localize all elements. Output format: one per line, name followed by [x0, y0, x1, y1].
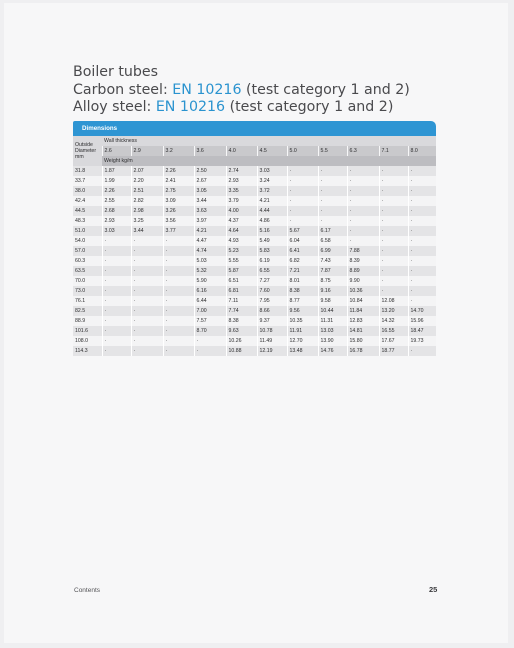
weight-cell: 2.55: [102, 196, 131, 206]
weight-cell: 9.58: [318, 296, 347, 306]
weight-cell: ·: [408, 276, 436, 286]
outside-diameter-cell: 57.0: [73, 246, 102, 256]
table-row: [73, 166, 436, 176]
weight-cell: 7.00: [194, 306, 226, 316]
weight-cell: 6.55: [257, 266, 287, 276]
weight-cell: 3.63: [194, 206, 226, 216]
weight-cell: 8.66: [257, 306, 287, 316]
weight-cell: 7.43: [318, 256, 347, 266]
weight-cell: 14.81: [347, 326, 379, 336]
weight-cell: ·: [102, 236, 131, 246]
thickness-header-cell: 5.0: [287, 146, 318, 156]
outside-diameter-cell: 82.5: [73, 306, 102, 316]
weight-cell: 4.47: [194, 236, 226, 246]
weight-cell: ·: [347, 206, 379, 216]
table-row: [73, 176, 436, 186]
thickness-header-cell: 3.6: [194, 146, 226, 156]
weight-cell: ·: [379, 166, 408, 176]
weight-cell: ·: [102, 346, 131, 356]
outside-diameter-cell: 101.6: [73, 326, 102, 336]
weight-cell: 3.26: [163, 206, 194, 216]
weight-cell: 3.97: [194, 216, 226, 226]
weight-cell: 7.27: [257, 276, 287, 286]
title-line-3: [73, 99, 410, 117]
weight-cell: 7.21: [287, 266, 318, 276]
weight-cell: 4.37: [226, 216, 257, 226]
weight-cell: ·: [318, 186, 347, 196]
weight-cell: 10.44: [318, 306, 347, 316]
weight-cell: ·: [287, 206, 318, 216]
weight-cell: 18.47: [408, 326, 436, 336]
weight-cell: ·: [408, 166, 436, 176]
weight-cell: 18.77: [379, 346, 408, 356]
weight-cell: ·: [379, 176, 408, 186]
outside-diameter-cell: 76.1: [73, 296, 102, 306]
weight-cell: ·: [408, 196, 436, 206]
weight-cell: ·: [287, 196, 318, 206]
outside-diameter-cell: 114.3: [73, 346, 102, 356]
outside-diameter-cell: 42.4: [73, 196, 102, 206]
weight-cell: 5.67: [287, 226, 318, 236]
weight-cell: 7.57: [194, 316, 226, 326]
weight-cell: ·: [131, 316, 163, 326]
table-row: [73, 216, 436, 226]
weight-cell: ·: [163, 246, 194, 256]
weight-cell: ·: [408, 346, 436, 356]
weight-cell: ·: [408, 286, 436, 296]
outside-diameter-cell: 108.0: [73, 336, 102, 346]
weight-cell: ·: [163, 336, 194, 346]
thickness-header-cell: 2.6: [102, 146, 131, 156]
weight-cell: ·: [408, 236, 436, 246]
title-line-2: [73, 82, 410, 100]
weight-cell: ·: [102, 336, 131, 346]
weight-cell: ·: [318, 176, 347, 186]
weight-cell: ·: [318, 196, 347, 206]
outside-diameter-cell: 44.5: [73, 206, 102, 216]
weight-cell: 8.39: [347, 256, 379, 266]
weight-header-row: [73, 156, 436, 166]
weight-cell: 1.99: [102, 176, 131, 186]
weight-cell: 2.26: [102, 186, 131, 196]
weight-cell: 7.60: [257, 286, 287, 296]
weight-cell: 3.03: [102, 226, 131, 236]
thickness-header-cell: 3.2: [163, 146, 194, 156]
weight-cell: 17.67: [379, 336, 408, 346]
weight-cell: 5.87: [226, 266, 257, 276]
outside-diameter-cell: 38.0: [73, 186, 102, 196]
weight-cell: ·: [163, 236, 194, 246]
weight-cell: ·: [131, 336, 163, 346]
weight-cell: ·: [379, 256, 408, 266]
weight-cell: 5.23: [226, 246, 257, 256]
weight-cell: ·: [347, 216, 379, 226]
table-row: [73, 266, 436, 276]
weight-cell: 11.91: [287, 326, 318, 336]
weight-cell: 11.31: [318, 316, 347, 326]
weight-cell: ·: [163, 266, 194, 276]
weight-cell: 9.63: [226, 326, 257, 336]
thickness-header-row: [73, 146, 436, 156]
weight-cell: 2.51: [131, 186, 163, 196]
weight-cell: 6.17: [318, 226, 347, 236]
weight-cell: ·: [408, 246, 436, 256]
weight-cell: 7.11: [226, 296, 257, 306]
weight-cell: ·: [347, 236, 379, 246]
weight-cell: 9.90: [347, 276, 379, 286]
weight-cell: 6.04: [287, 236, 318, 246]
weight-cell: ·: [131, 296, 163, 306]
weight-cell: ·: [347, 186, 379, 196]
weight-cell: 5.90: [194, 276, 226, 286]
carbon-steel-test-category: (test category 1 and 2): [241, 81, 410, 98]
weight-cell: ·: [408, 226, 436, 236]
weight-cell: 14.32: [379, 316, 408, 326]
weight-cell: 5.55: [226, 256, 257, 266]
weight-cell: ·: [163, 256, 194, 266]
weight-cell: 4.64: [226, 226, 257, 236]
weight-cell: ·: [163, 286, 194, 296]
weight-cell: 5.83: [257, 246, 287, 256]
weight-cell: ·: [379, 246, 408, 256]
weight-cell: 3.77: [163, 226, 194, 236]
weight-cell: 11.49: [257, 336, 287, 346]
weight-cell: ·: [347, 166, 379, 176]
weight-cell: ·: [379, 266, 408, 276]
weight-cell: 4.44: [257, 206, 287, 216]
weight-cell: 3.09: [163, 196, 194, 206]
weight-cell: ·: [163, 316, 194, 326]
weight-cell: 10.35: [287, 316, 318, 326]
weight-cell: ·: [102, 316, 131, 326]
carbon-steel-standard: EN 10216: [172, 81, 242, 98]
weight-cell: 2.50: [194, 166, 226, 176]
weight-cell: ·: [163, 346, 194, 356]
weight-cell: ·: [102, 296, 131, 306]
weight-cell: 3.05: [194, 186, 226, 196]
outside-diameter-cell: 73.0: [73, 286, 102, 296]
thickness-header-cell: 8.0: [408, 146, 436, 156]
weight-cell: ·: [131, 236, 163, 246]
dimensions-table: [73, 136, 436, 356]
weight-cell: 4.93: [226, 236, 257, 246]
weight-cell: 3.44: [194, 196, 226, 206]
weight-cell: 5.32: [194, 266, 226, 276]
weight-cell: 8.38: [287, 286, 318, 296]
outside-diameter-cell: 31.8: [73, 166, 102, 176]
table-row: [73, 236, 436, 246]
weight-cell: 16.78: [347, 346, 379, 356]
weight-cell: 4.21: [257, 196, 287, 206]
weight-cell: 7.87: [318, 266, 347, 276]
weight-cell: 7.95: [257, 296, 287, 306]
weight-cell: 16.55: [379, 326, 408, 336]
weight-cell: ·: [408, 266, 436, 276]
title-line-1: [73, 64, 410, 82]
weight-cell: ·: [163, 296, 194, 306]
weight-cell: 8.01: [287, 276, 318, 286]
weight-cell: 2.41: [163, 176, 194, 186]
table-row: [73, 206, 436, 216]
weight-cell: ·: [408, 206, 436, 216]
weight-cell: ·: [102, 246, 131, 256]
outside-diameter-cell: 60.3: [73, 256, 102, 266]
weight-cell: 5.49: [257, 236, 287, 246]
weight-cell: 2.20: [131, 176, 163, 186]
outside-diameter-cell: 33.7: [73, 176, 102, 186]
weight-cell: 2.67: [194, 176, 226, 186]
weight-cell: ·: [131, 286, 163, 296]
weight-cell: ·: [318, 216, 347, 226]
weight-cell: 2.26: [163, 166, 194, 176]
weight-cell: 15.96: [408, 316, 436, 326]
dimensions-table-container: [73, 121, 436, 356]
alloy-steel-test-category: (test category 1 and 2): [225, 99, 394, 115]
weight-cell: 3.25: [131, 216, 163, 226]
weight-cell: 3.79: [226, 196, 257, 206]
outside-diameter-cell: 63.5: [73, 266, 102, 276]
weight-cell: 12.19: [257, 346, 287, 356]
weight-cell: 12.70: [287, 336, 318, 346]
weight-cell: 10.84: [347, 296, 379, 306]
dimensions-header: Dimensions: [73, 121, 436, 136]
contents-link[interactable]: Contents: [74, 587, 101, 594]
weight-cell: 6.16: [194, 286, 226, 296]
weight-cell: 6.19: [257, 256, 287, 266]
weight-cell: 13.20: [379, 306, 408, 316]
weight-cell: ·: [163, 306, 194, 316]
weight-cell: 4.00: [226, 206, 257, 216]
title-text: Boiler tubes: [73, 64, 159, 80]
weight-cell: ·: [131, 246, 163, 256]
weight-cell: ·: [408, 256, 436, 266]
weight-cell: ·: [102, 276, 131, 286]
weight-cell: ·: [408, 216, 436, 226]
weight-cell: 11.84: [347, 306, 379, 316]
page-number: 25: [429, 585, 438, 594]
weight-cell: 13.48: [287, 346, 318, 356]
weight-cell: 6.81: [226, 286, 257, 296]
table-header-row: [73, 136, 436, 146]
alloy-steel-standard: EN 10216: [155, 99, 226, 115]
weight-cell: 4.86: [257, 216, 287, 226]
weight-cell: 9.37: [257, 316, 287, 326]
weight-cell: 6.44: [194, 296, 226, 306]
outside-diameter-cell: 88.9: [73, 316, 102, 326]
thickness-header-cell: 5.5: [318, 146, 347, 156]
weight-cell: 6.51: [226, 276, 257, 286]
table-row: [73, 186, 436, 196]
weight-cell: ·: [102, 306, 131, 316]
weight-cell: 3.44: [131, 226, 163, 236]
weight-cell: 19.73: [408, 336, 436, 346]
weight-cell: 6.82: [287, 256, 318, 266]
weight-cell: 7.88: [347, 246, 379, 256]
table-row: [73, 246, 436, 256]
weight-cell: 3.72: [257, 186, 287, 196]
weight-cell: 5.03: [194, 256, 226, 266]
weight-cell: 3.56: [163, 216, 194, 226]
weight-cell: 2.75: [163, 186, 194, 196]
weight-cell: ·: [379, 216, 408, 226]
weight-cell: ·: [131, 266, 163, 276]
weight-cell: ·: [347, 226, 379, 236]
outside-diameter-cell: 51.0: [73, 226, 102, 236]
table-row: [73, 276, 436, 286]
weight-cell: ·: [287, 186, 318, 196]
weight-cell: ·: [379, 276, 408, 286]
weight-cell: 4.74: [194, 246, 226, 256]
weight-cell: 2.93: [102, 216, 131, 226]
weight-cell: 8.38: [226, 316, 257, 326]
weight-cell: 8.77: [287, 296, 318, 306]
weight-cell: ·: [318, 166, 347, 176]
weight-cell: 9.16: [318, 286, 347, 296]
weight-cell: 7.74: [226, 306, 257, 316]
table-row: [73, 296, 436, 306]
thickness-header-cell: 2.9: [131, 146, 163, 156]
weight-cell: ·: [287, 166, 318, 176]
weight-cell: ·: [287, 176, 318, 186]
weight-cell: ·: [194, 346, 226, 356]
weight-cell: ·: [379, 286, 408, 296]
weight-cell: 10.78: [257, 326, 287, 336]
weight-cell: ·: [379, 206, 408, 216]
weight-cell: 14.70: [408, 306, 436, 316]
weight-cell: ·: [379, 196, 408, 206]
table-row: [73, 306, 436, 316]
weight-cell: 13.03: [318, 326, 347, 336]
weight-cell: ·: [131, 276, 163, 286]
weight-cell: ·: [287, 216, 318, 226]
weight-cell: 8.89: [347, 266, 379, 276]
outside-diameter-cell: 54.0: [73, 236, 102, 246]
table-row: [73, 196, 436, 206]
weight-cell: 5.16: [257, 226, 287, 236]
weight-cell: 2.68: [102, 206, 131, 216]
alloy-steel-label: Alloy steel:: [73, 99, 156, 115]
weight-cell: ·: [379, 226, 408, 236]
weight-cell: 6.99: [318, 246, 347, 256]
table-body: [73, 166, 436, 356]
weight-cell: ·: [379, 236, 408, 246]
carbon-steel-label: Carbon steel:: [73, 81, 173, 98]
weight-cell: ·: [102, 256, 131, 266]
weight-cell: 6.58: [318, 236, 347, 246]
weight-cell: 8.70: [194, 326, 226, 336]
weight-cell: 13.90: [318, 336, 347, 346]
table-row: [73, 316, 436, 326]
weight-cell: ·: [102, 286, 131, 296]
weight-cell: 3.35: [226, 186, 257, 196]
weight-cell: ·: [102, 266, 131, 276]
weight-cell: ·: [379, 186, 408, 196]
thickness-header-cell: 6.3: [347, 146, 379, 156]
weight-cell: ·: [163, 276, 194, 286]
table-row: [73, 326, 436, 336]
weight-cell: 10.26: [226, 336, 257, 346]
thickness-header-cell: 7.1: [379, 146, 408, 156]
weight-cell: ·: [131, 326, 163, 336]
weight-cell: 4.21: [194, 226, 226, 236]
weight-header: Weight kg/m: [102, 156, 436, 166]
outside-diameter-cell: 70.0: [73, 276, 102, 286]
weight-cell: ·: [194, 336, 226, 346]
weight-cell: 2.74: [226, 166, 257, 176]
wall-thickness-header: Wall thickness: [102, 136, 436, 146]
weight-cell: 10.88: [226, 346, 257, 356]
weight-cell: ·: [163, 326, 194, 336]
weight-cell: 2.07: [131, 166, 163, 176]
weight-cell: ·: [131, 346, 163, 356]
table-row: [73, 256, 436, 266]
weight-cell: ·: [408, 296, 436, 306]
weight-cell: 2.98: [131, 206, 163, 216]
outside-diameter-header: Outside Diameter mm: [73, 136, 102, 166]
weight-cell: 8.75: [318, 276, 347, 286]
thickness-header-cell: 4.0: [226, 146, 257, 156]
weight-cell: 2.82: [131, 196, 163, 206]
weight-cell: 6.41: [287, 246, 318, 256]
weight-cell: ·: [318, 206, 347, 216]
weight-cell: 3.24: [257, 176, 287, 186]
weight-cell: ·: [347, 196, 379, 206]
weight-cell: 1.87: [102, 166, 131, 176]
weight-cell: 9.56: [287, 306, 318, 316]
weight-cell: 14.76: [318, 346, 347, 356]
outside-diameter-cell: 48.3: [73, 216, 102, 226]
weight-cell: ·: [131, 306, 163, 316]
weight-cell: ·: [347, 176, 379, 186]
thickness-header-cell: 4.5: [257, 146, 287, 156]
title-block: [73, 64, 410, 117]
weight-cell: ·: [408, 186, 436, 196]
weight-cell: ·: [131, 256, 163, 266]
weight-cell: ·: [102, 326, 131, 336]
weight-cell: 12.08: [379, 296, 408, 306]
table-row: [73, 226, 436, 236]
table-row: [73, 286, 436, 296]
weight-cell: 2.93: [226, 176, 257, 186]
weight-cell: ·: [408, 176, 436, 186]
table-row: [73, 346, 436, 356]
table-row: [73, 336, 436, 346]
weight-cell: 15.80: [347, 336, 379, 346]
weight-cell: 12.83: [347, 316, 379, 326]
weight-cell: 10.36: [347, 286, 379, 296]
weight-cell: 3.03: [257, 166, 287, 176]
